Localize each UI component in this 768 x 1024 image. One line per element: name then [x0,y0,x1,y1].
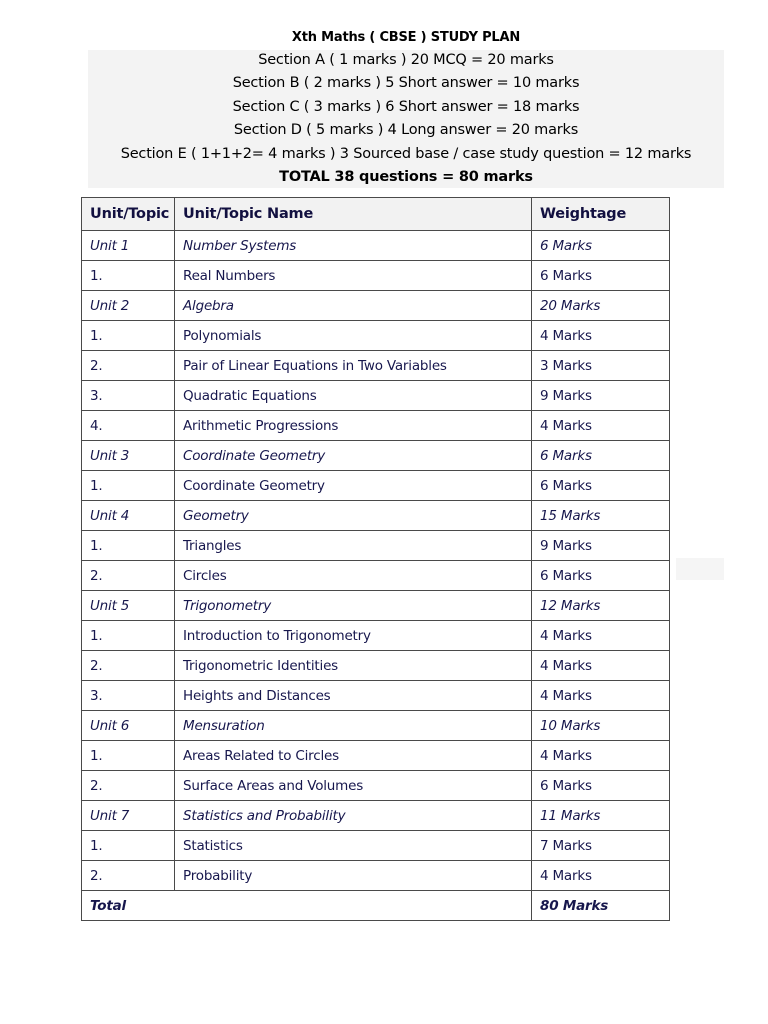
topic-row [82,831,670,861]
weightage-cell: 6 Marks [532,561,670,591]
weightage-cell: 20 Marks [532,291,670,321]
unit-topic-name-cell: Statistics and Probability [175,801,532,831]
weightage-cell: 12 Marks [532,591,670,621]
unit-topic-cell: 1. [82,471,175,501]
unit-row [82,711,670,741]
weightage-cell: 7 Marks [532,831,670,861]
unit-topic-cell: 2. [82,561,175,591]
unit-topic-name-cell: Quadratic Equations [175,381,532,411]
unit-topic-name-cell: Algebra [175,291,532,321]
unit-topic-name-cell: Heights and Distances [175,681,532,711]
unit-topic-name-cell: Trigonometric Identities [175,651,532,681]
unit-topic-name-cell: Coordinate Geometry [175,441,532,471]
topic-row [82,261,670,291]
section-e-line: Section E ( 1+1+2= 4 marks ) 3 Sourced base / case study question = 12 marks [120,146,692,162]
unit-topic-name-cell: Probability [175,861,532,891]
unit-topic-name-cell: Statistics [175,831,532,861]
unit-topic-name-cell: Geometry [175,501,532,531]
unit-topic-cell: 1. [82,831,175,861]
total-row [82,891,670,921]
unit-topic-cell: 1. [82,621,175,651]
unit-topic-name-cell: Triangles [175,531,532,561]
weightage-cell: 6 Marks [532,261,670,291]
topic-row [82,651,670,681]
total-label: Total [82,891,532,921]
topic-row [82,741,670,771]
table-header-row [82,198,670,231]
unit-topic-cell: 3. [82,681,175,711]
unit-row [82,801,670,831]
weightage-cell: 11 Marks [532,801,670,831]
section-a-line: Section A ( 1 marks ) 20 MCQ = 20 marks [258,52,554,68]
unit-topic-cell: 2. [82,861,175,891]
unit-topic-cell: 1. [82,741,175,771]
topic-row [82,321,670,351]
unit-row [82,591,670,621]
unit-topic-cell: Unit 6 [82,711,175,741]
topic-row [82,381,670,411]
header-weightage: Weightage [532,198,670,231]
header-unit-topic: Unit/Topic [82,198,175,231]
weightage-cell: 4 Marks [532,411,670,441]
weightage-cell: 9 Marks [532,531,670,561]
unit-topic-name-cell: Mensuration [175,711,532,741]
study-plan-table [81,197,670,921]
unit-topic-name-cell: Trigonometry [175,591,532,621]
topic-row [82,411,670,441]
weightage-cell: 4 Marks [532,651,670,681]
unit-topic-cell: 2. [82,651,175,681]
topic-row [82,681,670,711]
weightage-cell: 4 Marks [532,681,670,711]
weightage-cell: 4 Marks [532,621,670,651]
unit-topic-name-cell: Polynomials [175,321,532,351]
weightage-cell: 15 Marks [532,501,670,531]
section-b-line: Section B ( 2 marks ) 5 Short answer = 10 marks [232,75,580,91]
unit-topic-cell: Unit 3 [82,441,175,471]
weightage-cell: 3 Marks [532,351,670,381]
unit-topic-cell: 3. [82,381,175,411]
weightage-cell: 4 Marks [532,861,670,891]
topic-row [82,861,670,891]
topic-row [82,561,670,591]
topic-row [82,621,670,651]
weightage-cell: 4 Marks [532,321,670,351]
header-unit-topic-name: Unit/Topic Name [175,198,532,231]
weightage-cell: 6 Marks [532,771,670,801]
weightage-cell: 6 Marks [532,441,670,471]
background-shade [676,558,724,580]
unit-topic-cell: 2. [82,771,175,801]
unit-topic-cell: Unit 1 [82,231,175,261]
topic-row [82,351,670,381]
section-c-line: Section C ( 3 marks ) 6 Short answer = 18 marks [232,99,580,115]
unit-topic-cell: Unit 4 [82,501,175,531]
unit-topic-cell: Unit 7 [82,801,175,831]
unit-topic-cell: 1. [82,321,175,351]
total-questions-line: TOTAL 38 questions = 80 marks [279,169,533,185]
topic-row [82,531,670,561]
unit-topic-cell: Unit 5 [82,591,175,621]
unit-topic-name-cell: Pair of Linear Equations in Two Variables [175,351,532,381]
unit-topic-name-cell: Coordinate Geometry [175,471,532,501]
unit-topic-name-cell: Arithmetic Progressions [175,411,532,441]
section-summary [88,50,724,188]
unit-topic-cell: Unit 2 [82,291,175,321]
unit-row [82,441,670,471]
unit-row [82,291,670,321]
weightage-cell: 6 Marks [532,471,670,501]
unit-topic-name-cell: Areas Related to Circles [175,741,532,771]
unit-topic-name-cell: Number Systems [175,231,532,261]
weightage-cell: 10 Marks [532,711,670,741]
weightage-cell: 9 Marks [532,381,670,411]
total-value: 80 Marks [532,891,670,921]
section-d-line: Section D ( 5 marks ) 4 Long answer = 20 marks [233,122,579,138]
unit-row [82,501,670,531]
topic-row [82,771,670,801]
unit-topic-name-cell: Circles [175,561,532,591]
unit-topic-cell: 1. [82,261,175,291]
unit-topic-name-cell: Introduction to Trigonometry [175,621,532,651]
unit-topic-cell: 2. [82,351,175,381]
unit-topic-name-cell: Surface Areas and Volumes [175,771,532,801]
unit-topic-cell: 4. [82,411,175,441]
weightage-cell: 6 Marks [532,231,670,261]
unit-topic-name-cell: Real Numbers [175,261,532,291]
topic-row [82,471,670,501]
weightage-cell: 4 Marks [532,741,670,771]
unit-topic-cell: 1. [82,531,175,561]
unit-row [82,231,670,261]
page-title: Xth Maths ( CBSE ) STUDY PLAN [291,30,521,45]
